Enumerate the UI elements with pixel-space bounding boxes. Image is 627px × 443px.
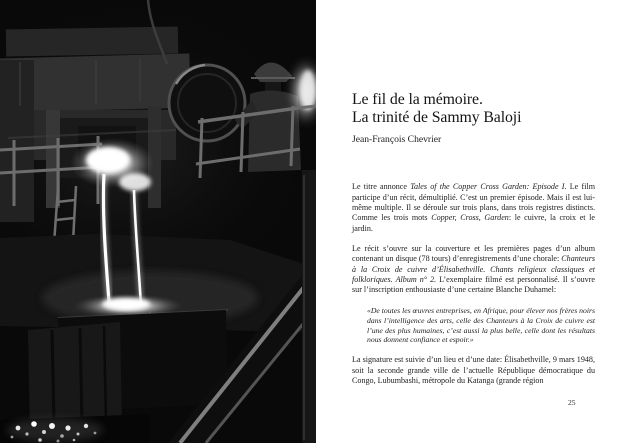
drum-lid xyxy=(169,65,245,141)
page-number: 25 xyxy=(568,398,576,407)
text-column xyxy=(352,91,595,387)
page-title xyxy=(352,91,595,126)
title-line-1: Le fil de la mémoire. xyxy=(352,91,483,108)
body-paragraph: La signature est suivie d’un lieu et d’une date: Élisabethville, 9 mars 1948, soit la seconde grande ville de l’actuelle République démocratique du Congo, Lubumbashi, métropole du Katanga (grande région xyxy=(352,355,595,386)
author-name: Jean-François Chevrier xyxy=(352,134,442,146)
body-paragraph: Le récit s’ouvre sur la couverture et les premières pages d’un album contenant un disque (78 tours) d’enregistrements d’une chorale: Chanteurs à la Croix de cuivre d’Élisabethville. Chants religieux classiques et folkloriques. Album n° 2. L’exemplaire filmé est personnalisé. Il s’ouvre sur l’inscription enthousiaste d’une certaine Blanche Duhamel: xyxy=(352,243,595,295)
title-line-2: La trinité de Sammy Baloji xyxy=(352,108,522,126)
body-paragraph: Le titre annonce Tales of the Copper Cross Garden: Episode I. Le film participe d’un récit, démultiplié. C’est un premier épisode. Mais il est lui-même multiple. Il se déroule sur trois plans, dans trois registres distincts. Comme les trois mots Copper, Cross, Garden: le cuivre, la croix et le jardin. xyxy=(352,182,595,233)
text-page xyxy=(316,0,627,443)
body-text xyxy=(352,182,595,386)
pull-quote: «De toutes les œuvres entreprises, en Afrique, pour élever nos frères noirs dans l’intelligence des arts, celle des Chanteurs à la Croix de cuivre est l’une des plus humaines, c’est aussi la plus belle, celle dont les résultats nous donnent confiance et espoir.» xyxy=(367,305,595,345)
